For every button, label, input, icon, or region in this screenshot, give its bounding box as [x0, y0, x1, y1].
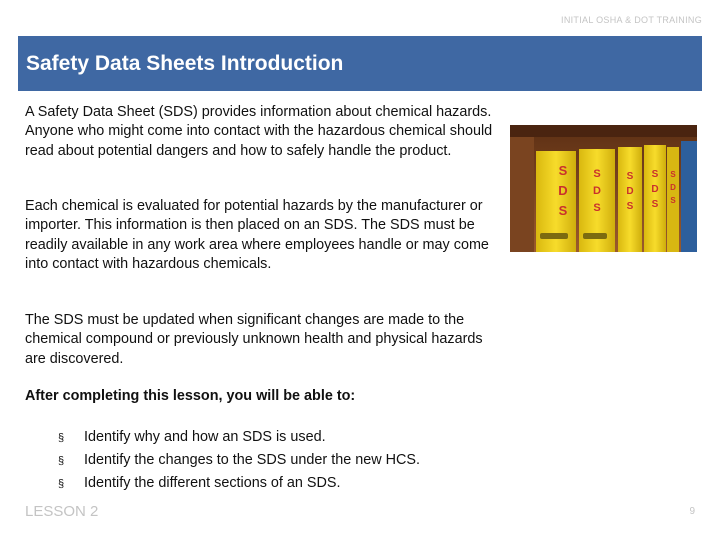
- course-label: INITIAL OSHA & DOT TRAINING: [561, 15, 702, 25]
- sds-binders-photo: [510, 125, 697, 252]
- bullet-icon: §: [58, 478, 65, 490]
- spine-letter: S: [670, 196, 676, 205]
- spine-letter: D: [651, 184, 659, 195]
- spine-letter: D: [593, 185, 601, 197]
- spine-letter: D: [670, 183, 676, 192]
- binder-4-letters: [651, 169, 658, 210]
- spine-letter: S: [626, 201, 634, 212]
- objective-text: Identify why and how an SDS is used.: [84, 429, 326, 445]
- spine-letter: S: [651, 199, 659, 210]
- binder-1-letters: [558, 163, 567, 218]
- spine-letter: D: [558, 183, 568, 198]
- objectives-heading: After completing this lesson, you will be able to:: [25, 388, 356, 404]
- objective-text: Identify the changes to the SDS under the new HCS.: [84, 452, 420, 468]
- spine-letter: S: [593, 202, 601, 214]
- binder-2-letters: [593, 168, 601, 214]
- left-panel: [510, 137, 534, 252]
- title-bar: [18, 36, 702, 91]
- spine-letter: S: [651, 169, 659, 180]
- page-title: Safety Data Sheets Introduction: [26, 52, 344, 75]
- binder: [579, 149, 615, 252]
- spine-letter: S: [670, 170, 676, 179]
- spine-letter: S: [593, 168, 601, 180]
- binder-3-letters: [626, 171, 633, 212]
- binder: [536, 151, 576, 252]
- lesson-label: LESSON 2: [25, 503, 99, 520]
- spine-letter: S: [558, 203, 568, 218]
- spine-letter: S: [626, 171, 634, 182]
- shelf-top-board: [510, 125, 697, 137]
- update-paragraph: The SDS must be updated when significant changes are made to the chemical compound or previously unknown health and physical hazards are discovered.: [25, 312, 483, 367]
- binder: [618, 147, 642, 252]
- bullet-icon: §: [58, 455, 65, 467]
- blue-binder: [681, 141, 697, 252]
- evaluation-paragraph: Each chemical is evaluated for potential hazards by the manufacturer or importer. This information is then placed on an SDS. The SDS must be readily available in any work area where employees handle or may come into contact with hazardous chemicals.: [25, 198, 489, 272]
- objective-text: Identify the different sections of an SDS.: [84, 475, 341, 491]
- spine-letter: D: [626, 186, 634, 197]
- intro-paragraph: A Safety Data Sheet (SDS) provides information about chemical hazards. Anyone who might come into contact with the hazardous chemical should read about potential dangers and how to safely handle the product.: [25, 104, 493, 159]
- binder-5-letters: [670, 170, 676, 205]
- page-number: 9: [689, 506, 695, 517]
- bullet-icon: §: [58, 432, 65, 444]
- spine-letter: S: [558, 163, 568, 178]
